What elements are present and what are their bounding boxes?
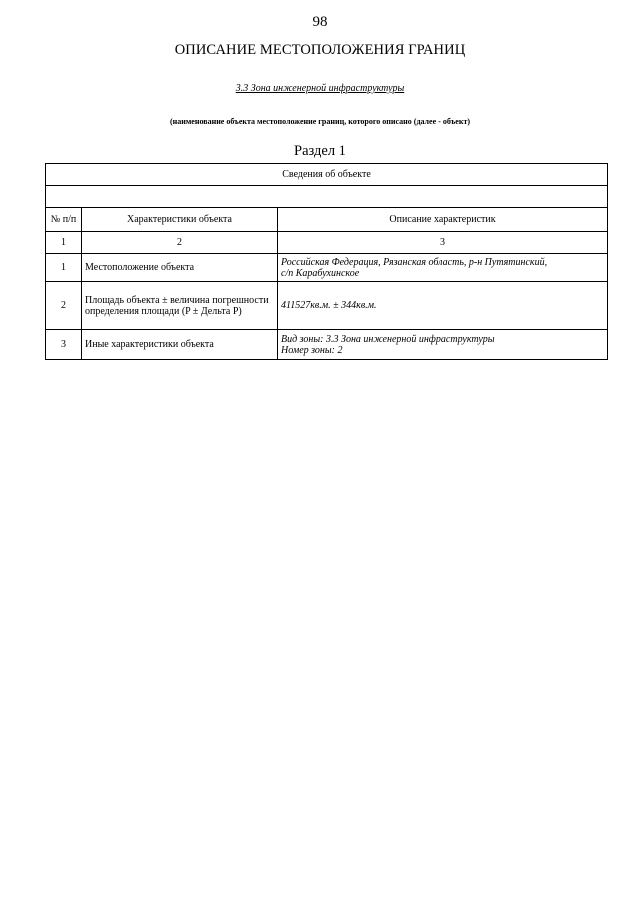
table-row [46, 254, 608, 282]
page-number: 98 [312, 14, 328, 30]
object-info-table [45, 163, 608, 360]
row-description [278, 282, 608, 330]
row-number: 1 [46, 254, 82, 282]
row-characteristic: Местоположение объекта [82, 254, 278, 282]
row-characteristic: Иные характеристики объекта [82, 330, 278, 360]
column-number: 1 [46, 232, 82, 254]
description-line: Номер зоны: 2 [281, 344, 343, 356]
object-name: 3.3 Зона инженерной инфраструктуры [235, 83, 405, 94]
table-heading: Сведения об объекте [46, 164, 608, 186]
table-empty-cell [46, 186, 608, 208]
column-number: 3 [278, 232, 608, 254]
table-heading-row [46, 164, 608, 186]
description-line: Российская Федерация, Рязанская область, р-н Путятинский, [281, 256, 548, 268]
table-header-row [46, 208, 608, 232]
section-title: Раздел 1 [294, 143, 346, 159]
column-header-characteristic: Характеристики объекта [82, 208, 278, 232]
column-number: 2 [82, 232, 278, 254]
row-description [278, 330, 608, 360]
column-header-description: Описание характеристик [278, 208, 608, 232]
row-number: 3 [46, 330, 82, 360]
table-empty-row [46, 186, 608, 208]
table-row [46, 282, 608, 330]
description-line: с/п Карабухинское [281, 267, 360, 279]
document-title: ОПИСАНИЕ МЕСТОПОЛОЖЕНИЯ ГРАНИЦ [174, 42, 466, 58]
description-line: Вид зоны: 3.3 Зона инженерной инфраструктуры [281, 333, 495, 345]
row-description [278, 254, 608, 282]
column-header-number: № п/п [46, 208, 82, 232]
object-name-line [0, 83, 640, 94]
description-line: 411527кв.м. ± 344кв.м. [281, 300, 377, 311]
row-number: 2 [46, 282, 82, 330]
column-numbers-row [46, 232, 608, 254]
row-characteristic: Площадь объекта ± величина погрешности определения площади (P ± Дельта P) [82, 282, 278, 330]
table-row [46, 330, 608, 360]
object-name-caption: (наименование объекта местоположение границ, которого описано (далее - объект) [169, 117, 471, 126]
